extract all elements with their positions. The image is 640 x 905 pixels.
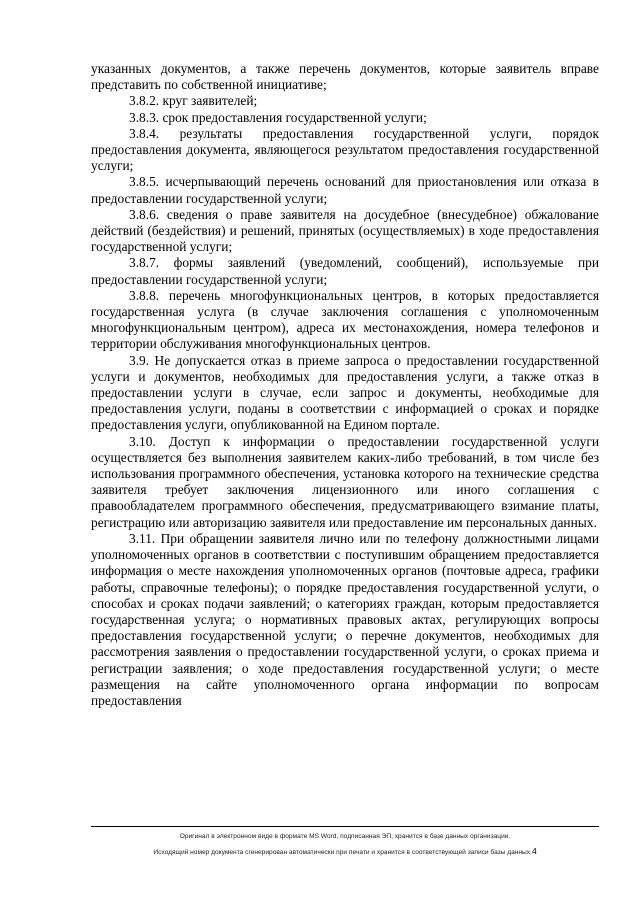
footer-original-note: Оригинал в электронном виде в формате MS Word, подписанная ЭП, хранится в базе данных организации.: [179, 833, 511, 840]
paragraph-3-8-6: 3.8.6. сведения о праве заявителя на досудебное (внесудебное) обжалование действий (бездействия) и решений, принятых (осуществляемых) в ходе предоставления государственной услуги;: [91, 206, 599, 255]
footer-number-text: Исходящий номер документа сгенерирован автоматически при печати и хранится в соответствующей записи базы данных.: [153, 849, 532, 856]
paragraph-3-8-5: 3.8.5. исчерпывающий перечень оснований для приостановления или отказа в предоставлении государственной услуги;: [91, 174, 599, 206]
paragraph-continuation: указанных документов, а также перечень документов, которые заявитель вправе представить по собственной инициативе;: [91, 61, 599, 93]
paragraph-3-8-8: 3.8.8. перечень многофункциональных центров, в которых предоставляется государственная услуга (в случае заключения соглашения с уполномоченным многофункциональным центром), адреса их местонахождения, номера телефонов и территории обслуживания многофункциональных центров.: [91, 287, 599, 352]
paragraph-3-11: 3.11. При обращении заявителя лично или по телефону должностными лицами уполномоченных органов в соответствии с поступившим обращением предоставляется информация о месте нахождения уполномоченных органов (почтовые адреса, графики работы, справочные телефоны); о порядке предоставления государственной услуги, о способах и сроках подачи заявлений; о категориях граждан, которым предоставляется государственная услуга; о нормативных правовых актах, регулирующих вопросы предоставления государственной услуги; о перечне документов, необходимых для рассмотрения заявления о предоставлении государственной услуги, о сроках приема и регистрации заявления; о ходе предоставления государственной услуги; о месте размещения на сайте уполномоченного органа информации по вопросам предоставления: [91, 530, 599, 708]
paragraph-3-8-7: 3.8.7. формы заявлений (уведомлений, сообщений), используемые при предоставлении государственной услуги;: [91, 255, 599, 287]
paragraph-3-8-4: 3.8.4. результаты предоставления государственной услуги, порядок предоставления документа, являющегося результатом предоставления государственной услуги;: [91, 125, 599, 174]
footer-divider: [91, 826, 599, 827]
paragraph-3-10: 3.10. Доступ к информации о предоставлении государственной услуги осуществляется без выполнения заявителем каких-либо требований, в том числе без использования программного обеспечения, установка которого на технические средства заявителя требует заключения лицензионного или иного соглашения с правообладателем программного обеспечения, предусматривающего взимание платы, регистрацию или авторизацию заявителя или предоставление им персональных данных.: [91, 433, 599, 530]
paragraph-3-8-3: 3.8.3. срок предоставления государственной услуги;: [129, 109, 427, 125]
paragraph-3-8-2: 3.8.2. круг заявителей;: [129, 93, 258, 109]
document-body: [91, 61, 599, 709]
paragraph-3-9: 3.9. Не допускается отказ в приеме запроса о предоставлении государственной услуги и документов, необходимых для предоставления услуги, а также отказ в предоставлении услуги в случае, если запрос и документы, необходимые для предоставления услуги, поданы в соответствии с информацией о сроках и порядке предоставления услуги, опубликованной на Едином портале.: [91, 352, 599, 433]
footer-number-note: [91, 844, 599, 860]
page-footer: [91, 830, 599, 860]
page-number: 4: [531, 846, 537, 856]
